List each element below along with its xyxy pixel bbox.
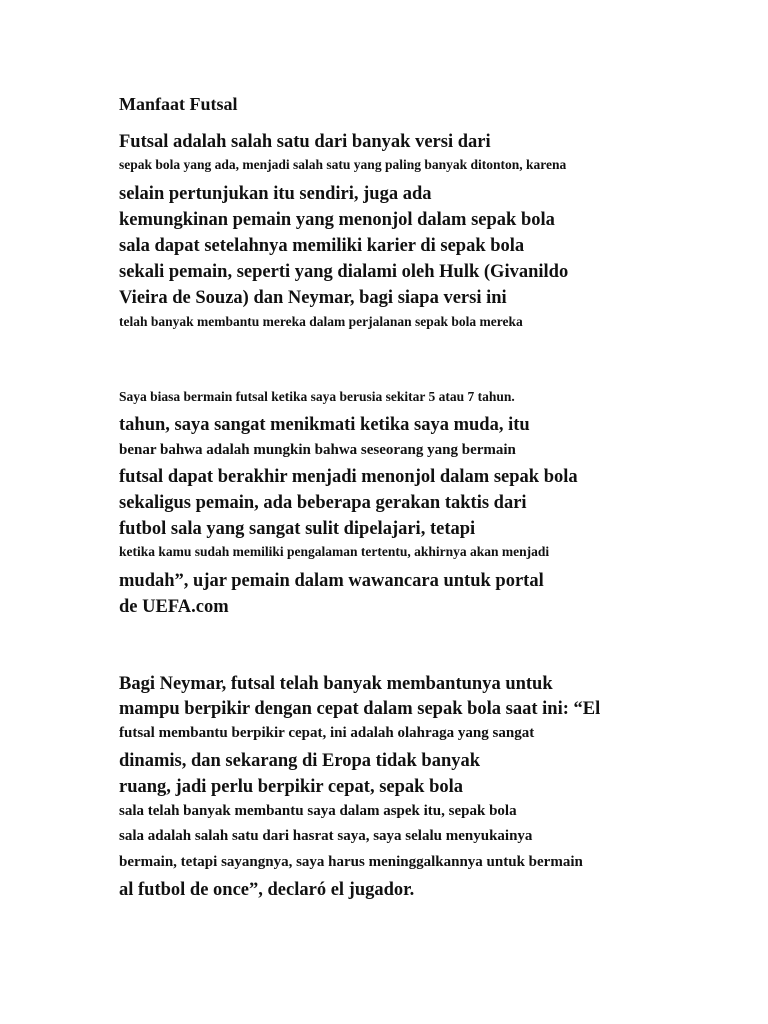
paragraph-1-line-3: selain pertunjukan itu sendiri, juga ada <box>119 184 432 204</box>
paragraph-2-line-8: mudah”, ujar pemain dalam wawancara untuk portal <box>119 571 544 591</box>
paragraph-3-line-1: Bagi Neymar, futsal telah banyak membantunya untuk <box>119 674 553 694</box>
paragraph-1-line-7: Vieira de Souza) dan Neymar, bagi siapa versi ini <box>119 288 507 308</box>
paragraph-3-line-7: sala adalah salah satu dari hasrat saya, saya selalu menyukainya <box>119 828 533 844</box>
paragraph-3-line-3: futsal membantu berpikir cepat, ini adalah olahraga yang sangat <box>119 725 535 741</box>
paragraph-1-line-6: sekali pemain, seperti yang dialami oleh Hulk (Givanildo <box>119 262 569 282</box>
paragraph-2-line-7: ketika kamu sudah memiliki pengalaman tertentu, akhirnya akan menjadi <box>119 544 550 559</box>
document-title: Manfaat Futsal <box>119 94 238 114</box>
paragraph-3-line-9: al futbol de once”, declaró el jugador. <box>119 880 415 900</box>
paragraph-2-line-9: de UEFA.com <box>119 597 229 617</box>
paragraph-1-line-8: telah banyak membantu mereka dalam perjalanan sepak bola mereka <box>119 314 523 329</box>
paragraph-2-line-2: tahun, saya sangat menikmati ketika saya muda, itu <box>119 415 530 435</box>
paragraph-2-line-5: sekaligus pemain, ada beberapa gerakan taktis dari <box>119 493 527 513</box>
paragraph-2-line-4: futsal dapat berakhir menjadi menonjol dalam sepak bola <box>119 467 578 487</box>
paragraph-2-line-3: benar bahwa adalah mungkin bahwa seseorang yang bermain <box>119 442 516 458</box>
paragraph-2-line-6: futbol sala yang sangat sulit dipelajari, tetapi <box>119 519 476 539</box>
paragraph-3-line-5: ruang, jadi perlu berpikir cepat, sepak bola <box>119 777 464 797</box>
paragraph-1-line-5: sala dapat setelahnya memiliki karier di sepak bola <box>119 236 525 256</box>
paragraph-3-line-8: bermain, tetapi sayangnya, saya harus meninggalkannya untuk bermain <box>119 854 583 870</box>
paragraph-2-line-1: Saya biasa bermain futsal ketika saya berusia sekitar 5 atau 7 tahun. <box>119 389 515 404</box>
paragraph-3-line-2: mampu berpikir dengan cepat dalam sepak bola saat ini: “El <box>119 699 601 719</box>
paragraph-1-line-4: kemungkinan pemain yang menonjol dalam sepak bola <box>119 210 555 230</box>
paragraph-1-line-1: Futsal adalah salah satu dari banyak versi dari <box>119 132 491 152</box>
paragraph-1-line-2: sepak bola yang ada, menjadi salah satu yang paling banyak ditonton, karena <box>119 157 567 172</box>
paragraph-3-line-4: dinamis, dan sekarang di Eropa tidak banyak <box>119 751 481 771</box>
paragraph-3-line-6: sala telah banyak membantu saya dalam aspek itu, sepak bola <box>119 803 517 819</box>
